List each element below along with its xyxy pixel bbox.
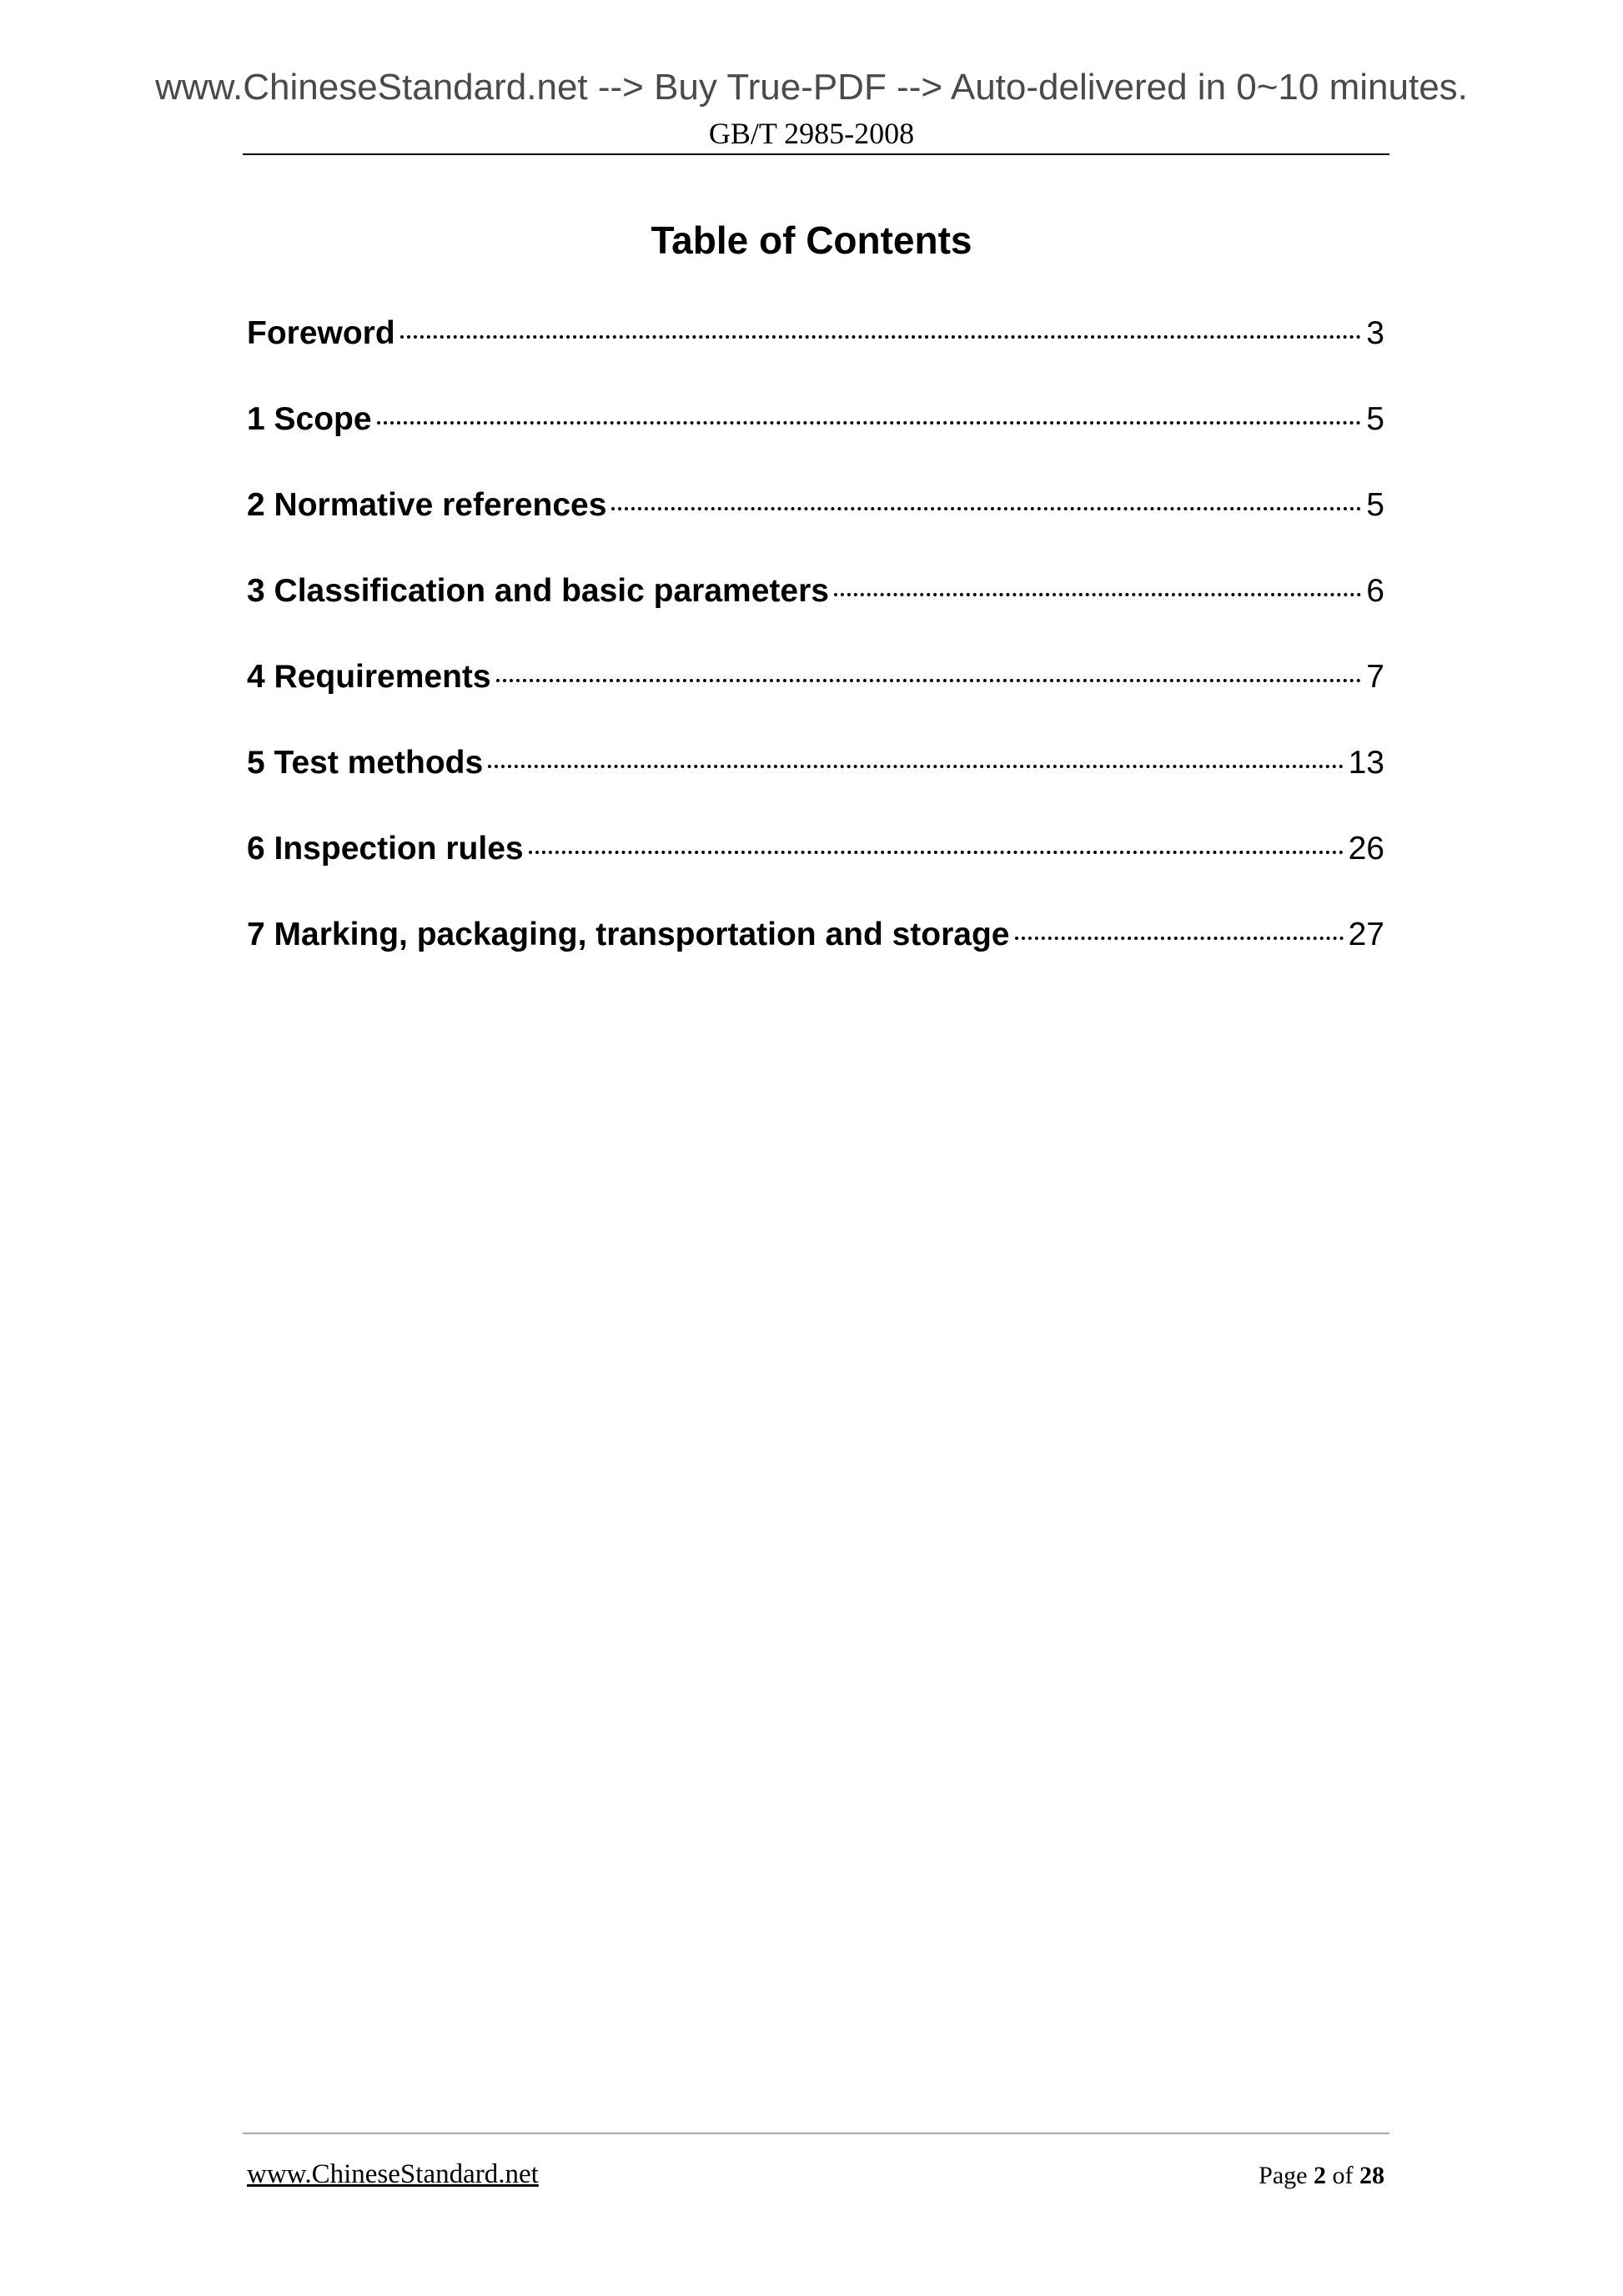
toc-title: Table of Contents — [651, 219, 972, 262]
toc-entry-label: Foreword — [247, 315, 395, 351]
header-banner-link[interactable]: www.ChineseStandard.net --> Buy True-PDF --> Auto-delivered in 0~10 minutes. — [155, 67, 1468, 108]
toc-entry-marking-packaging[interactable] — [247, 910, 1384, 996]
current-page-number: 2 — [1314, 2162, 1326, 2189]
toc-entry-page: 5 — [1366, 401, 1384, 437]
toc-entry-page: 27 — [1348, 917, 1384, 952]
toc-entry-label: 6 Inspection rules — [247, 831, 524, 867]
footer-site-link[interactable]: www.ChineseStandard.net — [247, 2159, 539, 2189]
dot-leader — [488, 765, 1343, 768]
toc-entry-label: 5 Test methods — [247, 745, 484, 781]
dot-leader — [377, 421, 1362, 425]
header-divider — [243, 153, 1389, 155]
toc-entry-inspection-rules[interactable] — [247, 824, 1384, 910]
of-word: of — [1332, 2162, 1354, 2189]
dot-leader — [496, 679, 1362, 682]
footer-divider — [243, 2133, 1389, 2134]
dot-leader — [834, 593, 1361, 596]
toc-entry-page: 5 — [1366, 487, 1384, 523]
toc-entry-scope[interactable] — [247, 394, 1384, 480]
toc-entry-page: 6 — [1366, 573, 1384, 609]
toc-entry-page: 26 — [1348, 831, 1384, 867]
toc-entry-label: 3 Classification and basic parameters — [247, 573, 829, 609]
toc-entry-page: 7 — [1366, 659, 1384, 695]
toc-entry-classification[interactable] — [247, 566, 1384, 652]
document-code: GB/T 2985-2008 — [708, 117, 915, 150]
dot-leader — [611, 507, 1361, 510]
toc-entry-test-methods[interactable] — [247, 738, 1384, 824]
dot-leader — [1015, 937, 1344, 940]
page-number — [1259, 2158, 1384, 2194]
page-word: Page — [1259, 2162, 1308, 2189]
total-pages-number: 28 — [1359, 2162, 1384, 2189]
dot-leader — [400, 335, 1362, 339]
toc-entry-page: 13 — [1348, 745, 1384, 781]
toc-entry-normative-references[interactable] — [247, 480, 1384, 566]
toc-entry-label: 2 Normative references — [247, 487, 607, 523]
dot-leader — [529, 851, 1344, 854]
toc-entry-label: 1 Scope — [247, 401, 372, 437]
toc-entry-page: 3 — [1366, 315, 1384, 351]
toc-entry-label: 4 Requirements — [247, 659, 491, 695]
toc-entry-label: 7 Marking, packaging, transportation and storage — [247, 917, 1010, 952]
table-of-contents — [247, 309, 1384, 996]
toc-entry-foreword[interactable] — [247, 309, 1384, 394]
toc-entry-requirements[interactable] — [247, 652, 1384, 738]
